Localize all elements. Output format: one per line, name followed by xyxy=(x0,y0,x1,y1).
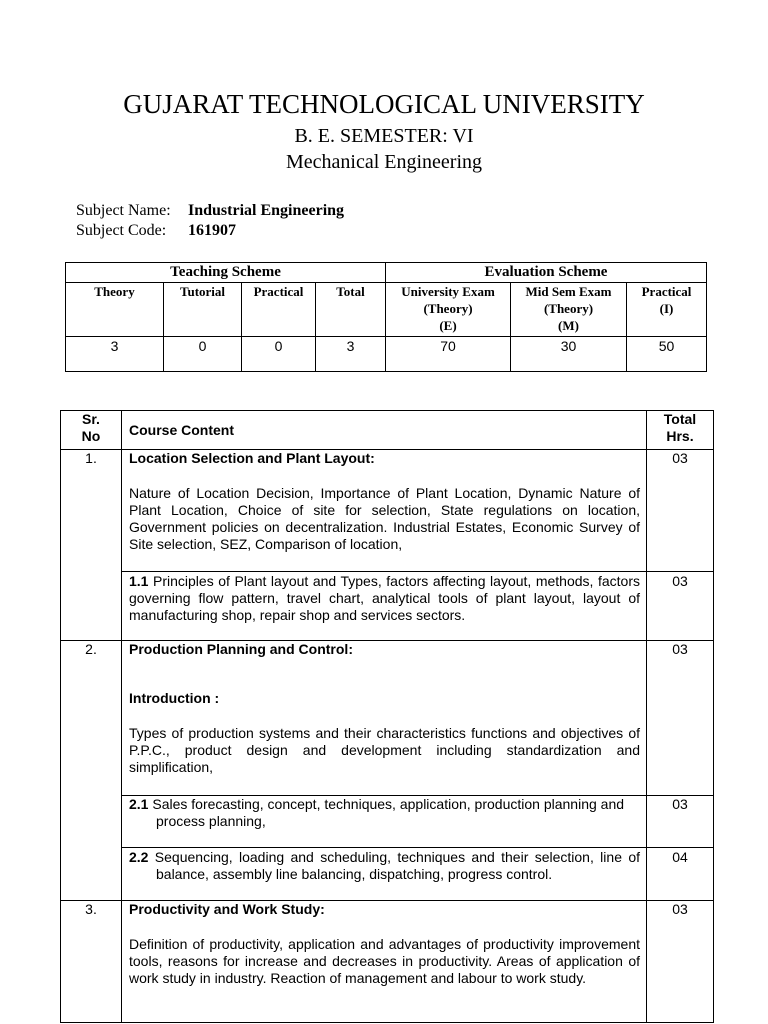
hours-cell: 03 xyxy=(647,901,714,1023)
semester-title: B. E. SEMESTER: VI xyxy=(294,125,474,147)
sr-no-cell: 2. xyxy=(61,641,122,901)
scheme-value: 0 xyxy=(164,337,242,372)
subject-name-line xyxy=(76,201,344,221)
university-title: GUJARAT TECHNOLOGICAL UNIVERSITY xyxy=(123,89,645,119)
course-content-cell xyxy=(122,848,647,901)
scheme-col-header: Total xyxy=(316,283,386,337)
hours-cell: 04 xyxy=(647,848,714,901)
unit-intro: Introduction : xyxy=(129,690,220,706)
course-content-cell xyxy=(122,572,647,641)
course-content-cell xyxy=(122,901,647,1023)
sr-no-cell: 3. xyxy=(61,901,122,1023)
unit-text: Nature of Location Decision, Importance of Plant Location, Dynamic Nature of Plant Location, Choice of site for selection, State regulations on location, Government policies on decentralization. Industrial Estates, Economic Survey of Site selection, SEZ, Comparison of location, xyxy=(129,485,640,552)
unit-text: 2.2 Sequencing, loading and scheduling, techniques and their selection, line of balance, assembly line balancing, dispatching, progress control. xyxy=(129,849,640,882)
subject-name-value: Industrial Engineering xyxy=(188,202,345,219)
scheme-value: 3 xyxy=(316,337,386,372)
course-content-cell xyxy=(122,641,647,796)
scheme-col-header: Practical xyxy=(242,283,316,337)
scheme-col-header: Practical (I) xyxy=(627,283,707,337)
course-table xyxy=(60,410,714,1023)
hours-cell: 03 xyxy=(647,450,714,572)
hours-cell: 03 xyxy=(647,572,714,641)
scheme-value: 30 xyxy=(511,337,627,372)
unit-text: 2.1 Sales forecasting, concept, techniques, application, production planning and process planning, xyxy=(129,796,625,829)
teaching-scheme-header: Teaching Scheme xyxy=(66,263,386,283)
scheme-col-header: University Exam (Theory) (E) xyxy=(386,283,511,337)
department-title: Mechanical Engineering xyxy=(285,151,483,173)
unit-title: Productivity and Work Study: xyxy=(129,901,325,917)
scheme-value: 0 xyxy=(242,337,316,372)
scheme-value: 70 xyxy=(386,337,511,372)
sr-no-cell: 1. xyxy=(61,450,122,641)
subject-code-value: 161907 xyxy=(188,222,236,239)
course-content-cell xyxy=(122,796,647,848)
unit-text: Types of production systems and their characteristics functions and objectives of P.P.C., product design and development including standardization and simplification, xyxy=(129,725,640,775)
scheme-table xyxy=(65,262,707,372)
evaluation-scheme-header: Evaluation Scheme xyxy=(386,263,707,283)
sr-no-header: Sr. No xyxy=(61,411,122,450)
scheme-value: 3 xyxy=(66,337,164,372)
unit-title: Location Selection and Plant Layout: xyxy=(129,450,375,466)
course-content-header: Course Content xyxy=(122,411,647,450)
unit-text: Definition of productivity, application and advantages of productivity improvement tools, reasons for increase and decreases in productivity. Areas of application of work study in industry. Reaction of management and labour to work study. xyxy=(129,936,640,986)
hours-cell: 03 xyxy=(647,796,714,848)
subject-code-line xyxy=(76,221,236,241)
hours-cell: 03 xyxy=(647,641,714,796)
subject-name-label: Subject Name: xyxy=(76,202,171,219)
total-hrs-header: Total Hrs. xyxy=(647,411,714,450)
subject-code-label: Subject Code: xyxy=(76,222,167,239)
scheme-col-header: Mid Sem Exam (Theory) (M) xyxy=(511,283,627,337)
course-content-cell xyxy=(122,450,647,572)
unit-text: 1.1 Principles of Plant layout and Types, factors affecting layout, methods, factors governing flow pattern, travel chart, analytical tools of plant layout, layout of manufacturing shop, repair shop and services sectors. xyxy=(129,573,640,623)
scheme-col-header: Tutorial xyxy=(164,283,242,337)
unit-title: Production Planning and Control: xyxy=(129,641,353,657)
scheme-value: 50 xyxy=(627,337,707,372)
scheme-col-header: Theory xyxy=(66,283,164,337)
